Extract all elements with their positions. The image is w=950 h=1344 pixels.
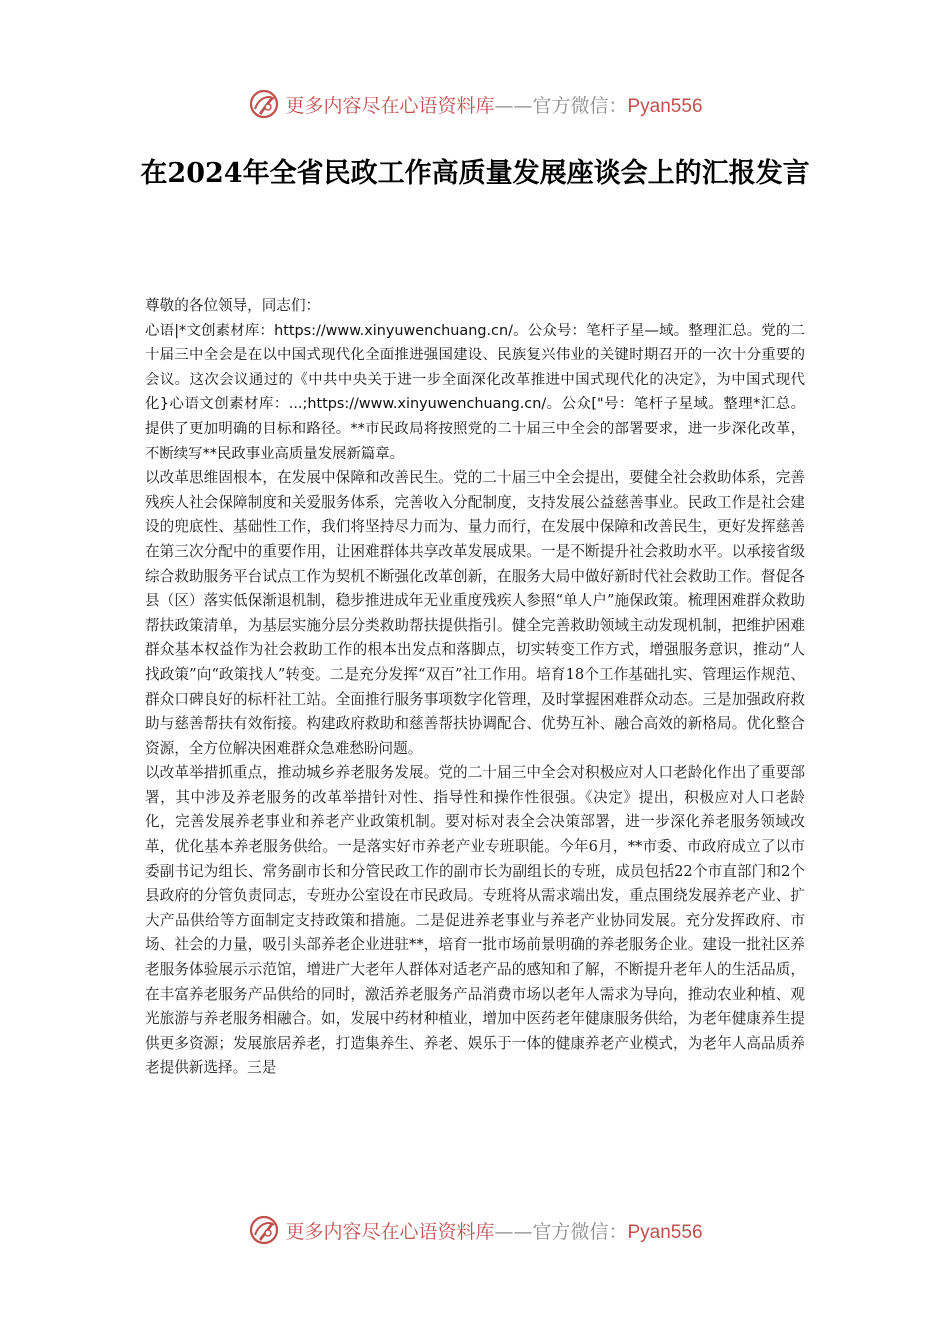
banner-text bbox=[285, 91, 702, 118]
document-body bbox=[145, 294, 805, 1081]
pen-swirl-logo-icon bbox=[247, 87, 281, 121]
banner-lead: 更多内容尽在心语资料库 bbox=[285, 94, 495, 117]
banner-wechat-label: 官方微信： bbox=[532, 1220, 628, 1243]
page-title: 在2024年全省民政工作高质量发展座谈会上的汇报发言 bbox=[140, 158, 810, 189]
paragraph-elderly-care: 以改革举措抓重点，推动城乡养老服务发展。党的二十届三中全会对积极应对人口老龄化作出了重要部署，其中涉及养老服务的改革举措针对性、指导性和操作性很强。《决定》提出，积极应对人口老龄化，完善发展养老事业和养老产业政策机制。要对标对表全会决策部署，进一步深化养老服务领域改革，优化基本养老服务供给。一是落实好市养老产业专班职能。今年6月，**市委、市政府成立了以市委副书记为组长、常务副市长和分管民政工作的副市长为副组长的专班，成员包括22个市直部门和2个县政府的分管负责同志，专班办公室设在市民政局。专班将从需求端出发，重点围绕发展养老产业、扩大产品供给等方面制定支持政策和措施。二是促进养老事业与养老产业协同发展。充分发挥政府、市场、社会的力量，吸引头部养老企业进驻**，培育一批市场前景明确的养老服务企业。建设一批社区养老服务体验展示示范馆，增进广大老年人群体对适老产品的感知和了解，不断提升老年人的生活品质，在丰富养老服务产品供给的同时，激活养老服务产品消费市场以老年人需求为导向，推动农业种植、观光旅游与养老服务相融合。如，发展中药材种植业，增加中医药老年健康服务供给，为老年健康养生提供更多资源；发展旅居养老，打造集养生、养老、娱乐于一体的健康养老产业模式，为老年人高品质养老提供新选择。三是 bbox=[145, 764, 805, 1077]
banner-separator: —— bbox=[494, 94, 533, 117]
banner-wechat-label: 官方微信： bbox=[532, 94, 628, 117]
header-watermark-banner bbox=[0, 84, 950, 124]
intro-paragraph: 心语|*文创素材库：https://www.xinyuwenchuang.cn/。公众号：笔杆子星—域。整理汇总。党的二十届三中全会是在以中国式现代化全面推进强国建设、民族复兴伟业的关键时期召开的一次十分重要的会议。这次会议通过的《中共中央关于进一步全面深化改革推进中国式现代化的决定》，为中国式现代化}心语文创素材库：...;https://www.xinyuwenchuang.cn/。公众["号：笔杆子星域。整理*汇总。提供了更加明确的目标和路径。**市民政局将按照党的二十届三中全会的部署要求，进一步深化改革，不断续写**民政事业高质量发展新篇章。 bbox=[145, 322, 805, 462]
banner-lead: 更多内容尽在心语资料库 bbox=[285, 1220, 495, 1243]
banner-text bbox=[285, 1217, 702, 1244]
paragraph-social-assistance: 以改革思维固根本，在发展中保障和改善民生。党的二十届三中全会提出，要健全社会救助体系，完善残疾人社会保障制度和关爱服务体系，完善收入分配制度，支持发展公益慈善事业。民政工作是社会建设的兜底性、基础性工作，我们将坚持尽力而为、量力而行，在发展中保障和改善民生，更好发挥慈善在第三次分配中的重要作用，让困难群体共享改革发展成果。一是不断提升社会救助水平。以承接省级综合救助服务平台试点工作为契机不断强化改革创新，在服务大局中做好新时代社会救助工作。督促各县（区）落实低保渐退机制，稳步推进成年无业重度残疾人参照“单人户”施保政策。梳理困难群众救助帮扶政策清单，为基层实施分层分类救助帮扶提供指引。健全完善救助领域主动发现机制，把维护困难群众基本权益作为社会救助工作的根本出发点和落脚点，切实转变工作方式，增强服务意识，推动“人找政策”向“政策找人”转变。二是充分发挥“双百”社工作用。培育18个工作基础扎实、管理运作规范、群众口碑良好的标杆社工站。全面推行服务事项数字化管理，及时掌握困难群众动态。三是加强政府救助与慈善帮扶有效衔接。构建政府救助和慈善帮扶协调配合、优势互补、融合高效的新格局。优化整合资源，全方位解决困难群众急难愁盼问题。 bbox=[145, 469, 805, 757]
greeting: 尊敬的各位领导，同志们： bbox=[145, 297, 321, 314]
pen-swirl-logo-icon bbox=[247, 1213, 281, 1247]
banner-separator: —— bbox=[494, 1220, 533, 1243]
footer-watermark-banner bbox=[0, 1210, 950, 1250]
banner-handle: Pyan556 bbox=[627, 95, 703, 117]
banner-handle: Pyan556 bbox=[627, 1221, 703, 1243]
